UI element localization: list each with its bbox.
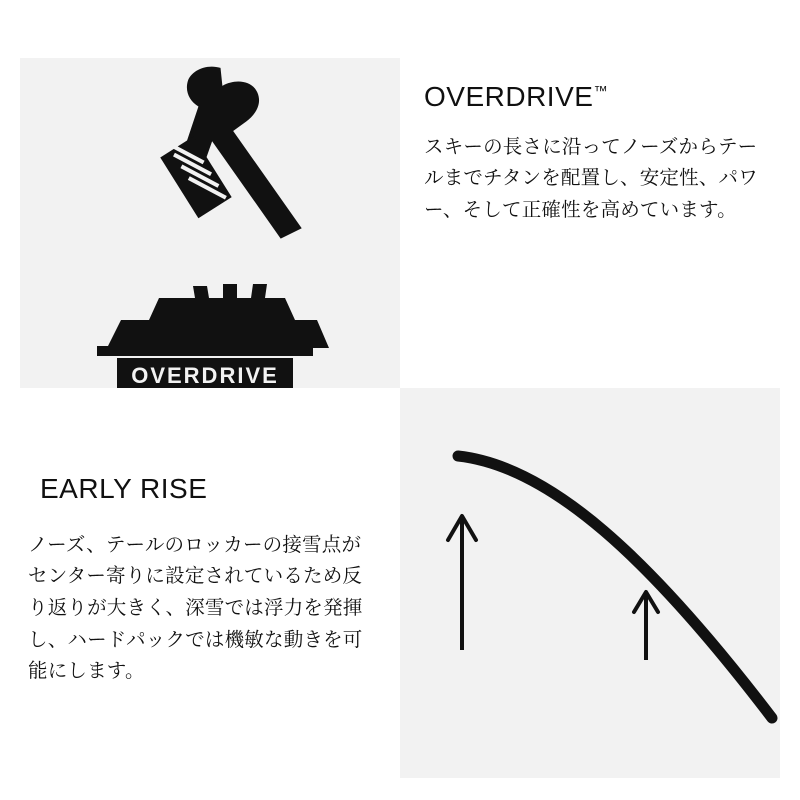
rocker-curve-line: [458, 456, 772, 718]
overdrive-heading-text: OVERDRIVE: [424, 81, 594, 112]
trademark-symbol: ™: [593, 82, 608, 99]
up-arrow-icon-left: [448, 516, 476, 650]
up-arrow-icon-right: [634, 592, 658, 660]
early-rise-body-text: ノーズ、テールのロッカーの接雪点がセンター寄りに設定されているため反り返りが大きく、深雪では浮力を発揮し、ハードパックでは機敏な動きを可能にします。: [28, 532, 363, 683]
overdrive-image-panel: [20, 58, 400, 388]
ski-rocker-curve-icon: [400, 388, 780, 778]
overdrive-text-panel: [400, 58, 780, 388]
rocker-curve-illustration: [400, 388, 780, 778]
early-rise-text-panel: [20, 388, 400, 778]
early-rise-heading: EARLY RISE: [40, 473, 208, 504]
overdrive-logo-text: OVERDRIVE: [131, 363, 279, 388]
overdrive-body-text: スキーの長さに沿ってノーズからテールまでチタンを配置し、安定性、パワー、そして正確性を高めています。: [424, 134, 758, 221]
overdrive-heading: [424, 82, 758, 113]
overdrive-illustration: [20, 58, 400, 388]
early-rise-image-panel: [400, 388, 780, 778]
overdrive-binding-plate-icon: [45, 58, 375, 388]
feature-grid: [20, 58, 780, 778]
